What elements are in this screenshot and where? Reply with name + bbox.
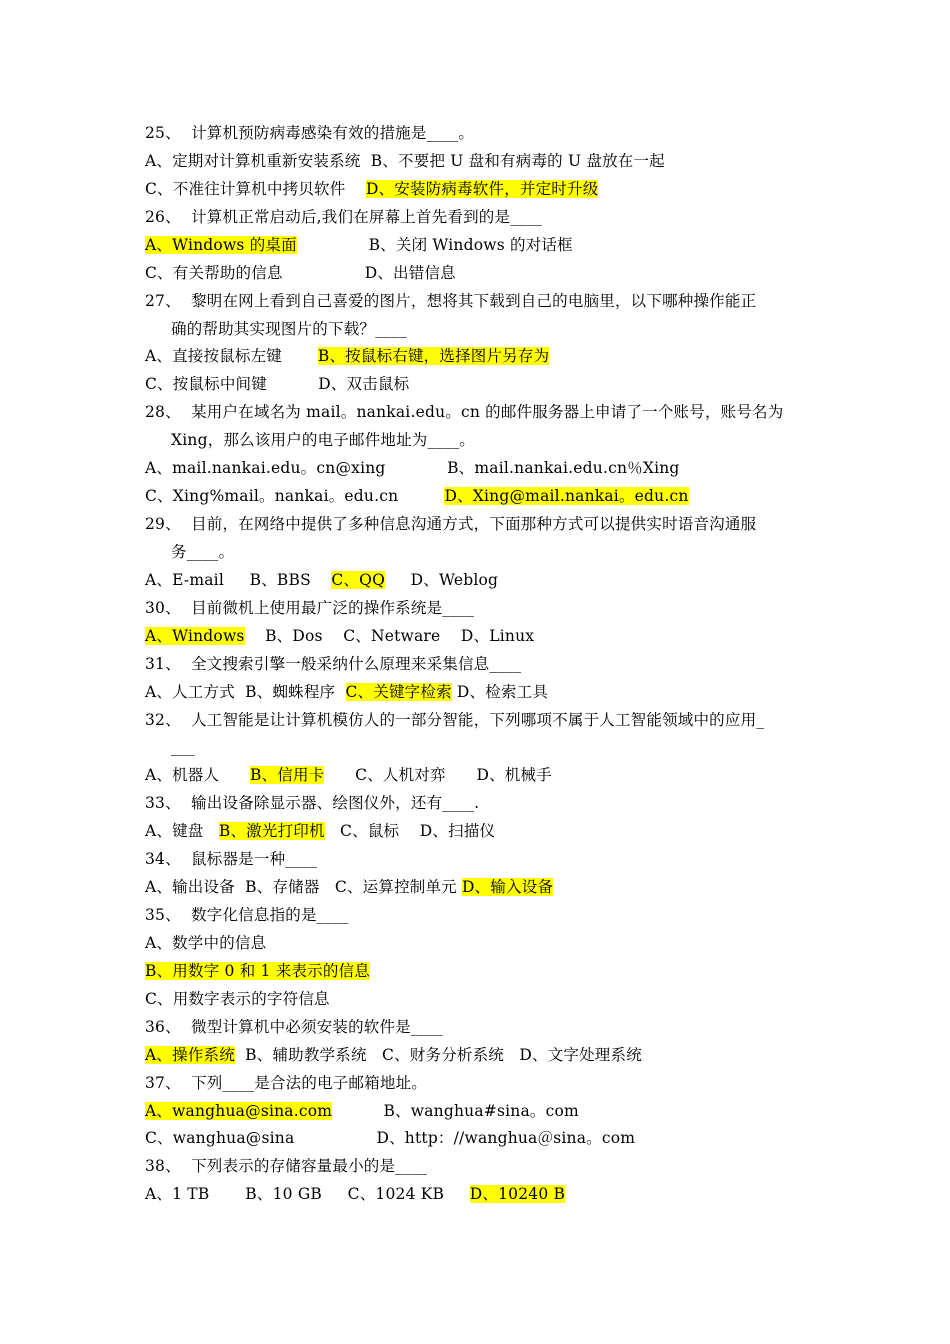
question-stem-continued xyxy=(171,542,234,562)
answer-option: A、E-mail B、BBS xyxy=(145,570,332,589)
answer-option: A、直接按鼠标左键 xyxy=(145,347,318,366)
options-line xyxy=(145,626,534,646)
question-text: 计算机正常启动后,我们在屏幕上首先看到的是____ xyxy=(180,207,543,226)
answer-option-highlighted: C、关键字检索 xyxy=(345,682,452,701)
options-line xyxy=(145,486,689,506)
answer-option-highlighted: A、操作系统 xyxy=(145,1045,235,1064)
question-number: 37、 xyxy=(145,1073,181,1092)
options-line xyxy=(145,263,456,283)
answer-option: B、辅助教学系统 C、财务分析系统 D、文字处理系统 xyxy=(234,1045,642,1064)
question-text: 目前微机上使用最广泛的操作系统是____ xyxy=(180,598,475,617)
answer-option-highlighted: B、按鼠标右键，选择图片另存为 xyxy=(317,347,550,366)
question-stem xyxy=(145,905,348,925)
answer-option: A、机器人 xyxy=(145,766,250,785)
answer-option-highlighted: A、wanghua@sina.com xyxy=(145,1101,333,1120)
answer-option: C、不准往计算机中拷贝软件 xyxy=(145,179,366,198)
answer-option: A、定期对计算机重新安装系统 B、不要把 U 盘和有病毒的 U 盘放在一起 xyxy=(145,151,665,170)
question-number: 32、 xyxy=(145,710,181,729)
question-number: 28、 xyxy=(145,403,181,422)
answer-option: C、Xing%mail。nankai。edu.cn xyxy=(145,487,445,506)
options-line xyxy=(145,1045,642,1065)
question-stem xyxy=(145,654,521,674)
answer-option: A、键盘 xyxy=(145,822,219,841)
answer-option: A、mail.nankai.edu。cn@xing B、mail.nankai.edu.cn％Xing xyxy=(145,459,680,478)
question-stem xyxy=(145,291,756,311)
options-line xyxy=(145,179,598,199)
answer-option: B、关闭 Windows 的对话框 xyxy=(296,235,573,254)
answer-option: B、Dos C、Netware D、Linux xyxy=(244,626,535,645)
answer-option-highlighted: B、信用卡 xyxy=(249,766,325,785)
question-stem-continued xyxy=(171,430,475,450)
question-number: 36、 xyxy=(145,1017,181,1036)
answer-option: B、wanghua#sina。com xyxy=(332,1101,579,1120)
question-text: 下列____是合法的电子邮箱地址。 xyxy=(180,1073,427,1092)
question-number: 38、 xyxy=(145,1157,181,1176)
question-text: 鼠标器是一种____ xyxy=(180,850,318,869)
options-line xyxy=(145,682,548,702)
options-line xyxy=(145,933,266,953)
question-stem xyxy=(145,514,756,534)
options-line xyxy=(145,235,573,255)
answer-option-highlighted: C、QQ xyxy=(331,570,385,589)
question-number: 29、 xyxy=(145,515,181,534)
answer-option: A、输出设备 B、存储器 C、运算控制单元 xyxy=(145,878,463,897)
answer-option-highlighted: D、输入设备 xyxy=(462,878,554,897)
answer-option: C、wanghua@sina D、http：//wanghua＠sina。com xyxy=(145,1129,636,1148)
question-text: 人工智能是让计算机模仿人的一部分智能，下列哪项不属于人工智能领域中的应用_ xyxy=(180,710,765,729)
question-text: 输出设备除显示器、绘图仪外，还有____. xyxy=(180,794,480,813)
options-line xyxy=(145,765,552,785)
answer-option: C、用数字表示的字符信息 xyxy=(145,989,330,1008)
question-stem xyxy=(145,1017,443,1037)
options-line xyxy=(145,961,370,981)
answer-option: A、1 TB B、10 GB C、1024 KB xyxy=(145,1185,470,1204)
question-number: 25、 xyxy=(145,124,181,142)
options-line xyxy=(145,570,498,590)
question-text: 某用户在域名为 mail。nankai.edu。cn 的邮件服务器上申请了一个账号，账号名为 xyxy=(180,403,784,422)
question-text: 目前，在网络中提供了多种信息沟通方式，下面那种方式可以提供实时语音沟通服 xyxy=(180,515,757,534)
options-line xyxy=(145,821,495,841)
answer-option: D、检索工具 xyxy=(451,682,549,701)
answer-option-highlighted: D、10240 B xyxy=(469,1185,566,1204)
answer-option-highlighted: A、Windows xyxy=(145,626,245,645)
answer-option: C、鼠标 D、扫描仪 xyxy=(324,822,496,841)
answer-option-highlighted: A、Windows 的桌面 xyxy=(145,235,297,254)
answer-option: C、人机对弈 D、机械手 xyxy=(324,766,552,785)
options-line xyxy=(145,1101,579,1121)
question-number: 33、 xyxy=(145,794,181,813)
question-number: 31、 xyxy=(145,654,181,673)
answer-option: D、Weblog xyxy=(385,570,499,589)
answer-option-highlighted: B、激光打印机 xyxy=(218,822,325,841)
question-text-continued: 确的帮助其实现图片的下载？____ xyxy=(171,319,407,338)
options-line xyxy=(145,458,680,478)
question-text: 数字化信息指的是____ xyxy=(180,906,349,925)
question-stem xyxy=(145,207,542,227)
question-stem xyxy=(145,793,479,813)
question-stem xyxy=(145,1156,427,1176)
question-text-continued: Xing，那么该用户的电子邮件地址为____。 xyxy=(171,431,475,450)
options-line xyxy=(145,877,553,897)
options-line xyxy=(145,151,665,171)
options-line xyxy=(145,346,549,366)
question-stem xyxy=(145,849,317,869)
question-stem-continued xyxy=(171,737,195,757)
options-line xyxy=(145,989,330,1009)
answer-option: C、按鼠标中间键 D、双击鼠标 xyxy=(145,375,410,394)
question-text: 下列表示的存储容量最小的是____ xyxy=(180,1157,427,1176)
question-text: 黎明在网上看到自己喜爱的图片，想将其下载到自己的电脑里，以下哪种操作能正 xyxy=(180,291,757,310)
question-stem xyxy=(145,598,474,618)
options-line xyxy=(145,1184,565,1204)
options-line xyxy=(145,374,409,394)
question-text: 微型计算机中必须安装的软件是____ xyxy=(180,1017,443,1036)
options-line xyxy=(145,1128,635,1148)
question-text: 计算机预防病毒感染有效的措施是____。 xyxy=(180,124,475,142)
question-number: 30、 xyxy=(145,598,181,617)
question-text-continued: 务____。 xyxy=(171,542,235,561)
question-stem xyxy=(145,123,474,143)
question-number: 34、 xyxy=(145,850,181,869)
question-text: 全文搜索引擎一般采纳什么原理来采集信息____ xyxy=(180,654,522,673)
question-stem xyxy=(145,710,764,730)
question-number: 27、 xyxy=(145,291,181,310)
answer-option-highlighted: D、安装防病毒软件，并定时升级 xyxy=(365,179,599,198)
answer-option: C、有关帮助的信息 D、出错信息 xyxy=(145,263,456,282)
answer-option: A、数学中的信息 xyxy=(145,933,267,952)
question-stem xyxy=(145,1073,427,1093)
question-stem xyxy=(145,402,783,422)
answer-option: A、人工方式 B、蜘蛛程序 xyxy=(145,682,346,701)
question-number: 35、 xyxy=(145,906,181,925)
answer-option-highlighted: D、Xing@mail.nankai。edu.cn xyxy=(444,487,689,506)
question-number: 26、 xyxy=(145,207,181,226)
answer-option-highlighted: B、用数字 0 和 1 来表示的信息 xyxy=(145,961,370,980)
question-stem-continued xyxy=(171,319,407,339)
question-text-continued: ___ xyxy=(171,738,195,757)
